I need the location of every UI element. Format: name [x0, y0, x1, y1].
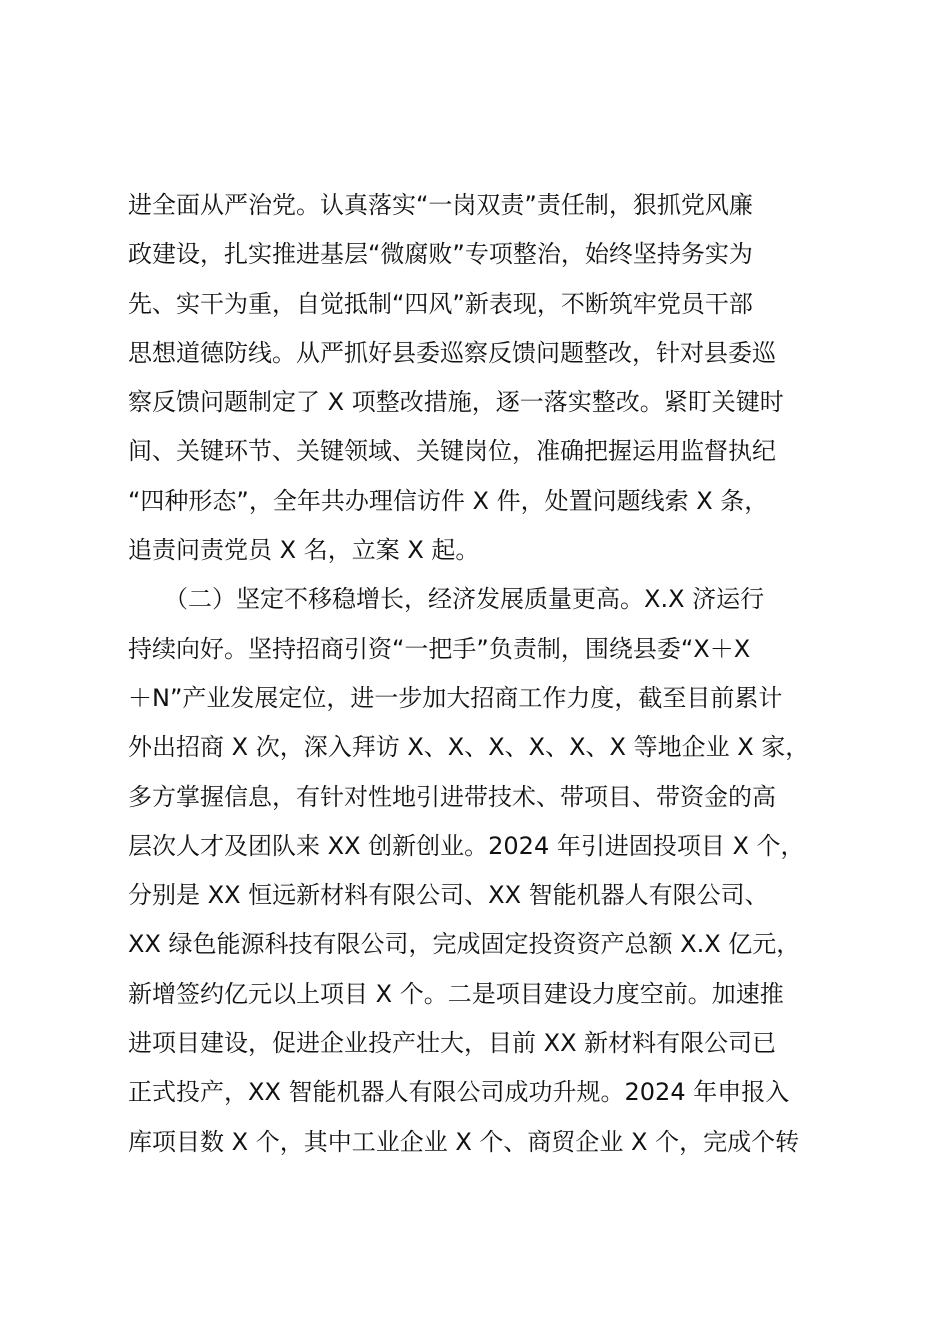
text-line: 库项目数 X 个，其中工业企业 X 个、商贸企业 X 个，完成个转 [128, 1127, 800, 1156]
text-line: 先、实干为重，自觉抵制“四风”新表现，不断筑牢党员干部 [128, 289, 753, 318]
text-line: 新增签约亿元以上项目 X 个。二是项目建设力度空前。加速推 [128, 979, 784, 1008]
text-line: 分别是 XX 恒远新材料有限公司、XX 智能机器人有限公司、 [128, 881, 769, 910]
text-line: 思想道德防线。从严抓好县委巡察反馈问题整改，针对县委巡 [128, 338, 776, 367]
text-line: 察反馈问题制定了 X 项整改措施，逐一落实整改。紧盯关键时 [128, 388, 784, 417]
text-line: 进全面从严治党。认真落实“一岗双责”责任制，狠抓党风廉 [128, 191, 753, 219]
text-line: 外出招商 X 次，深入拜访 X、X、X、X、X、X 等地企业 X 家， [128, 733, 810, 762]
body-text [128, 181, 868, 1167]
text-line: 多方掌握信息，有针对性地引进带技术、带项目、带资金的高 [128, 782, 776, 811]
text-line: 正式投产，XX 智能机器人有限公司成功升规。2024 年申报入 [128, 1078, 790, 1107]
text-line: 层次人才及团队来 XX 创新创业。2024 年引进固投项目 X 个， [128, 831, 805, 860]
text-line: 进项目建设，促进企业投产壮大，目前 XX 新材料有限公司已 [128, 1029, 777, 1058]
text-line: 间、关键环节、关键领域、关键岗位，准确把握运用监督执纪 [128, 437, 776, 466]
text-line: ＋N”产业发展定位，进一步加大招商工作力度，截至目前累计 [128, 683, 783, 712]
text-line: 持续向好。坚持招商引资“一把手”负责制，围绕县委“X＋X [128, 634, 751, 663]
text-line: 追责问责党员 X 名，立案 X 起。 [128, 536, 480, 565]
text-line: XX 绿色能源科技有限公司，完成固定投资资产总额 X.X 亿元， [128, 930, 801, 959]
text-line: “四种形态”，全年共办理信访件 X 件，处置问题线索 X 条， [128, 486, 769, 515]
text-line: 政建设，扎实推进基层“微腐败”专项整治，始终坚持务实为 [128, 240, 753, 269]
section-heading-line: （二）坚定不移稳增长，经济发展质量更高。X.X 济运行 [128, 585, 765, 614]
